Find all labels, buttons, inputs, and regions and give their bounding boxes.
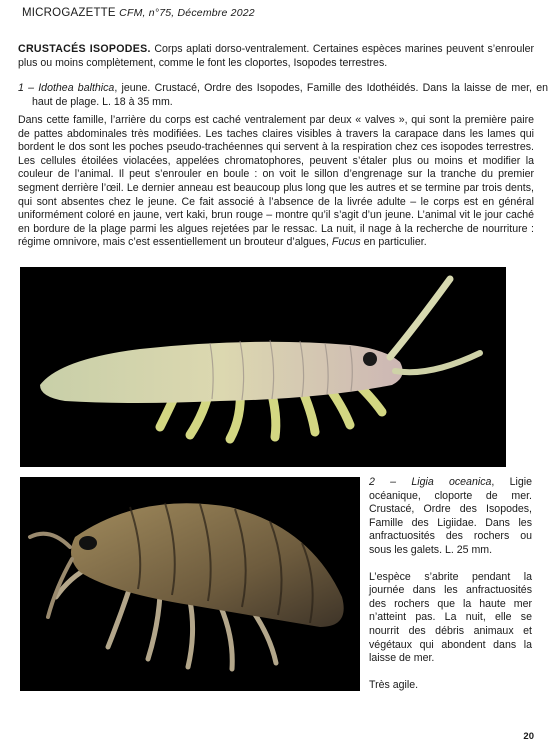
caption-1-number: 1 –: [18, 82, 39, 94]
caption-2-species: Ligia oceanica: [411, 476, 492, 488]
body-text: Dans cette famille, l’arrière du corps est caché ventralement par deux « valves », qui sont la première paire de pattes abdominales très modifiées. Les taches claires visibles à travers la carapace dans les lames qui bordent le dos sont les poches pseudo-trachéennes qui servent à la respiration chez ces isopodes terrestres. Les cellules étoilées violacées, appelées chromatophores, peuvent s’étaler plus ou moins et modifier la couleur de l’animal. Il peut s’enrouler en boule : on voit le sillon d’engrenage sur la tranche du premier segment derrière l’œil. Le dernier anneau est beaucoup plus long que les autres et se termine par trois dents, qui sont absentes chez le jeune. Ce fait associé à l’absence de la livrée adulte – le corps est en général uniformément coloré en jaune, vert kaki, brun rouge – montre qu’il s’agit d’un jeune. L’animal vit le jour caché en bordure de la plage parmi les algues rejetées par le ressac. La nuit, il nage à la recherche de nourriture : régime omnivore, mais c’est essentiellement un brouteur d’algues,: [18, 114, 534, 249]
page-header: [22, 7, 522, 19]
caption-1: [18, 82, 548, 109]
ligia-illustration: [20, 477, 360, 691]
page-number: 20: [523, 731, 534, 742]
body-paragraph: [18, 114, 534, 250]
caption-2-number: 2 –: [369, 476, 412, 488]
intro-text: Corps aplati dorso-ventralement. Certaines espèces marines peuvent s’enrouler plus ou moins complètement, comme le font les cloportes, Isopodes terrestres.: [18, 43, 534, 69]
body-genus: Fucus: [331, 236, 361, 249]
section-title: CRUSTACÉS ISOPODES.: [18, 43, 151, 55]
ligia-note: Très agile.: [369, 678, 419, 691]
ligia-text-column: [369, 476, 532, 692]
body-tail: en particulier.: [360, 236, 427, 249]
photo-idothea-balthica: [20, 267, 506, 467]
caption-1-text: , jeune. Crustacé, Ordre des Isopodes, Famille des Idothéidés. Dans la laisse de mer, en haut de plage. L. 18 à 35 mm.: [32, 82, 548, 108]
idothea-illustration: [20, 267, 506, 467]
caption-2-text: , Ligie océanique, cloporte de mer. Crustacé, Ordre des Isopodes, Famille des Ligiidae. Dans les anfractuosités des rochers ou sous les galets. L. 25 mm.: [369, 476, 532, 556]
ligia-description: L’espèce s’abrite pendant la journée dans les anfractuosités des rochers que la haute mer n’atteint pas. La nuit, elle se nourrit des débris animaux et végétaux qui abondent dans la laisse de mer.: [369, 570, 532, 665]
issue-info: CFM, n°75, Décembre 2022: [119, 7, 255, 19]
intro-paragraph: [18, 43, 534, 70]
photo-ligia-oceanica: [20, 477, 360, 691]
publication-name: MICROGAZETTE: [22, 7, 116, 19]
caption-2: [369, 476, 532, 558]
caption-1-species: Idothea balthica: [38, 82, 115, 94]
